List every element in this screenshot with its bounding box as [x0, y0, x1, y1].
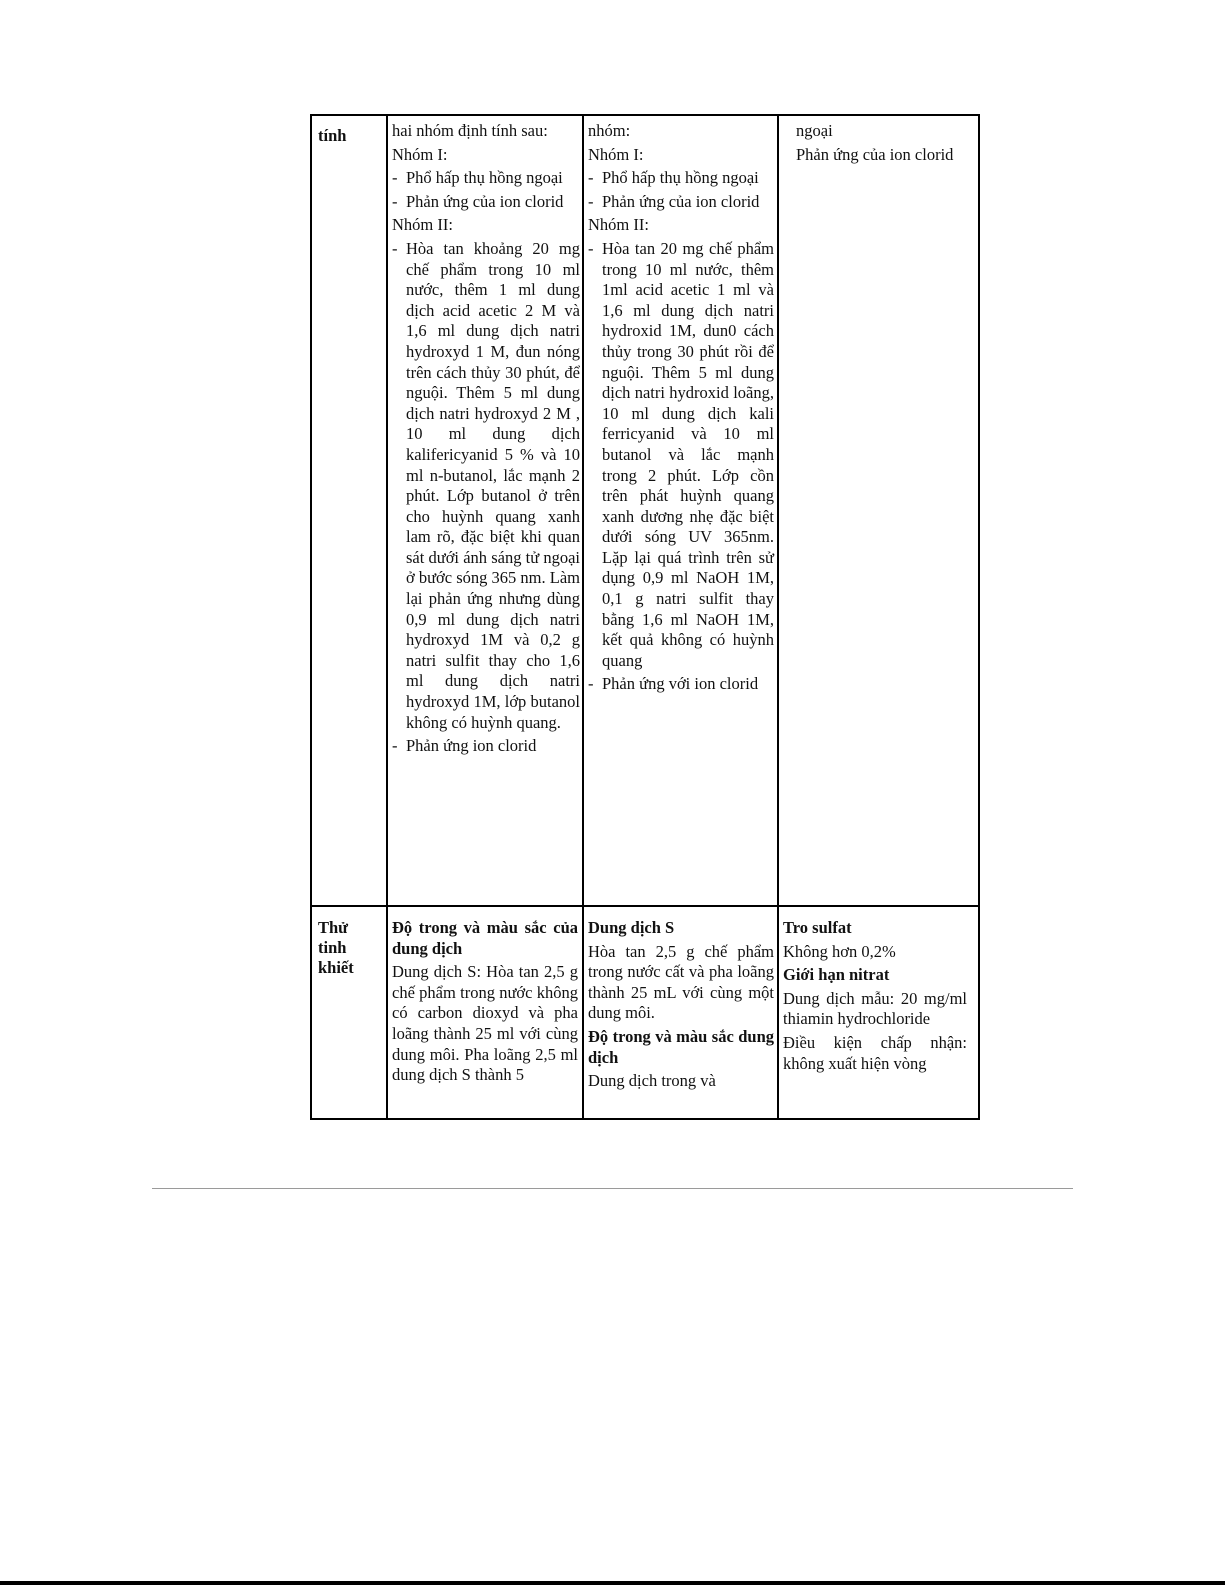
row-label-dinh-tinh: tính	[318, 126, 347, 145]
row2-col2-text1: Hòa tan 2,5 g chế phẩm trong nước cất và pha loãng thành 25 mL với cùng một dung môi.	[588, 941, 774, 1023]
row2-col2-text2: Dung dịch trong và	[588, 1071, 716, 1091]
row2-col3-text3: Điều kiện chấp nhận: không xuất hiện vòng	[783, 1032, 967, 1073]
list-item: - Phản ứng với ion clorid	[588, 674, 759, 694]
list-item: - Phản ứng ion clorid	[392, 736, 537, 756]
row1-col2-group2-title: Nhóm II:	[588, 215, 649, 235]
row1-col2-cell	[588, 121, 774, 698]
list-item: - Phổ hấp thụ hồng ngoại	[588, 168, 759, 188]
row2-col3-heading1: Tro sulfat	[783, 918, 852, 937]
comparison-table	[310, 114, 980, 1120]
bottom-edge-bar	[0, 1581, 1225, 1585]
row2-col2-cell	[588, 918, 774, 1095]
row1-col2-intro: nhóm:	[588, 121, 631, 140]
list-item: - Phổ hấp thụ hồng ngoại	[392, 168, 563, 188]
list-item: - Phản ứng của ion clorid	[588, 191, 760, 211]
list-item: - Hòa tan 20 mg chế phẩm trong 10 ml nước, thêm 1ml acid acetic 1 ml và 1,6 ml dung dịch natri hydroxid 1M, dun0 cách thủy trong 30 phút rồi để nguội. Thêm 5 ml dung dịch natri hydroxid loãng, 10 ml dung dịch kali ferricyanid và 10 ml butanol và lắc mạnh trong 2 phút. Lớp cồn trên phát huỳnh quang xanh dương nhẹ đặc biệt dưới sóng UV 365nm. Lặp lại quá trình trên sử dụng 0,9 ml NaOH 1M, 0,1 g natri sulfit thay bằng 1,6 ml NaOH 1M, kết quả không có huỳnh quang	[588, 238, 774, 670]
row2-col1-heading: Độ trong và màu sắc của dung dịch	[392, 918, 578, 958]
row2-col3-text1: Không hơn 0,2%	[783, 941, 896, 961]
row1-col3-cell	[796, 121, 966, 168]
row2-col1-text: Dung dịch S: Hòa tan 2,5 g chế phẩm trong nước không có carbon dioxyd và pha loãng thành 25 ml với cùng dung môi. Pha loãng 2,5 ml dung dịch S thành 5	[392, 962, 578, 1085]
row2-col3-cell	[783, 918, 967, 1077]
list-item: - Phản ứng của ion clorid	[392, 191, 564, 211]
row1-col3-line2: Phản ứng của ion clorid	[796, 144, 954, 164]
row2-col2-heading2: Độ trong và màu sắc dung dịch	[588, 1026, 774, 1067]
row2-col3-heading2: Giới hạn nitrat	[783, 965, 890, 985]
list-item: - Hòa tan khoảng 20 mg chế phẩm trong 10 ml nước, thêm 1 ml dung dịch acid acetic 2 M và 1,6 ml dung dịch natri hydroxyd 1 M, đun nóng trên cách thủy 30 phút, để nguội. Thêm 5 ml dung dịch natri hydroxyd 2 M , 10 ml dung dịch kalifericyanid 5 % và 10 ml n-butanol, lắc mạnh 2 phút. Lớp butanol ở trên cho huỳnh quang xanh lam rõ, đặc biệt khi quan sát dưới ánh sáng tử ngoại ở bước sóng 365 nm. Làm lại phản ứng nhưng dùng 0,9 ml dung dịch natri hydroxyd 1M và 0,2 g natri sulfit thay cho 1,6 ml dung dịch natri hydroxyd 1M, lớp butanol không có huỳnh quang.	[392, 238, 580, 732]
row-label-thu-tinh-khiet: Thử tinh khiết	[318, 918, 354, 977]
row1-col2-group1-title: Nhóm I:	[588, 144, 644, 164]
row2-col3-text2: Dung dịch mẫu: 20 mg/ml thiamin hydrochloride	[783, 988, 967, 1029]
row2-col1-cell	[392, 918, 578, 1089]
table-row-divider	[312, 905, 978, 907]
table-column-divider	[777, 116, 779, 1118]
row1-col1-group2-title: Nhóm II:	[392, 215, 453, 235]
row1-col3-line1: ngoại	[796, 121, 833, 140]
row1-col1-group1-title: Nhóm I:	[392, 144, 448, 164]
table-column-divider	[386, 116, 388, 1118]
table-column-divider	[582, 116, 584, 1118]
row2-col2-heading1: Dung dịch S	[588, 918, 675, 937]
row1-col1-intro: hai nhóm định tính sau:	[392, 121, 548, 140]
page-separator	[152, 1188, 1073, 1189]
row1-col1-cell	[392, 121, 580, 760]
